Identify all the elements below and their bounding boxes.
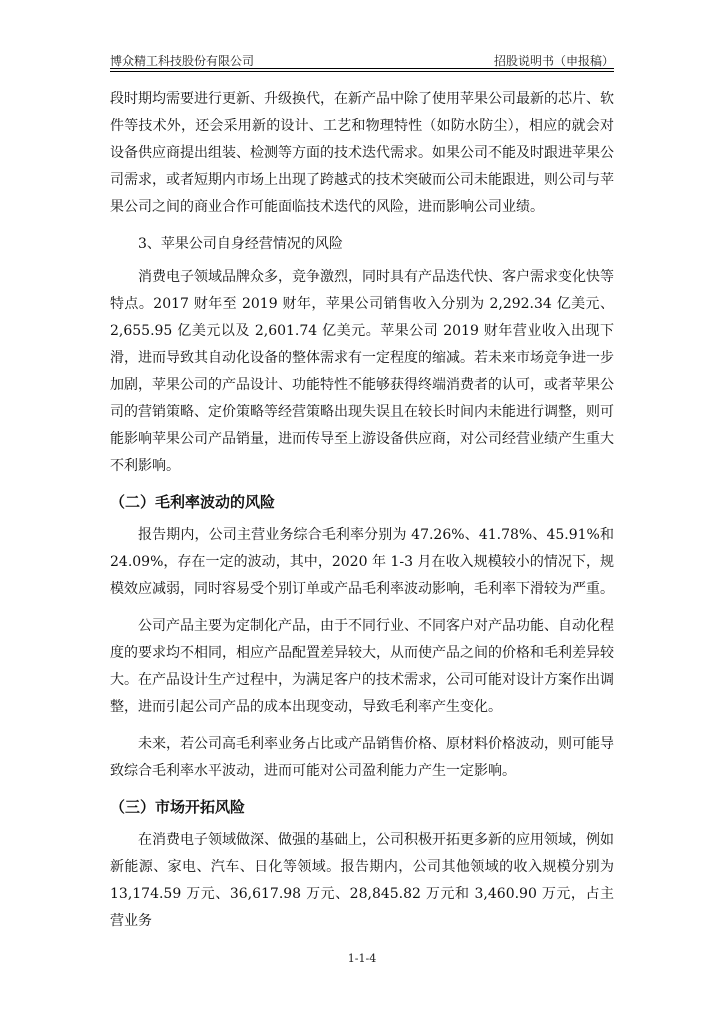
paragraph-custom-products: 公司产品主要为定制化产品，由于不同行业、不同客户对产品功能、自动化程度的要求均不相同，相应产品配置差异较大，从而使产品之间的价格和毛利差异较大。在产品设计生产过程中，为满足客户的技术需求，公司可能对设计方案作出调整，进而引起公司产品的成本出现变动，导致毛利率产生变化。: [110, 618, 614, 715]
document-body: [110, 86, 614, 935]
paragraph-market-expansion: 在消费电子领域做深、做强的基础上，公司积极开拓更多新的应用领域，例如新能源、家电、汽车、日化等领域。报告期内，公司其他领域的收入规模分别为 13,174.59 万元、36,617.98 万元、28,845.82 万元和 3,460.90 万元，占主营业务: [110, 832, 614, 929]
page-header: [110, 48, 614, 70]
paragraph-gross-margin: 报告期内，公司主营业务综合毛利率分别为 47.26%、41.78%、45.91%和24.09%，存在一定的波动，其中，2020 年 1-3 月在收入规模较小的情况下，规模效应减弱，同时容易受个别订单或产品毛利率波动影响，毛利率下滑较为严重。: [110, 527, 614, 597]
spacer: [110, 221, 614, 231]
section-title-market-expansion: （三）市场开拓风险: [110, 798, 246, 816]
paragraph-apple-operations: 消费电子领域品牌众多，竞争激烈，同时具有产品迭代快、客户需求变化快等特点。2017 财年至 2019 财年，苹果公司销售收入分别为 2,292.34 亿美元、2,655.95 亿美元以及 2,601.74 亿美元。苹果公司 2019 财年营业收入出现下滑，进而导致其自动化设备的整体需求有一定程度的缩减。若未来市场竞争进一步加剧，苹果公司的产品设计、功能特性不能够获得终端消费者的认可，或者苹果公司的营销策略、定价策略等经营策略出现失误且在较长时间内未能进行调整，则可能影响苹果公司产品销量，进而传导至上游设备供应商，对公司经营业绩产生重大不利影响。: [110, 269, 614, 474]
spacer: [110, 603, 614, 613]
header-company-name: 博众精工科技股份有限公司: [110, 54, 255, 68]
header-rule-thick: [110, 68, 614, 69]
paragraph-future-margin: 未来，若公司高毛利率业务占比或产品销售价格、原材料价格波动，则可能导致综合毛利率水平波动，进而可能对公司盈利能力产生一定影响。: [110, 736, 614, 779]
header-document-title: 招股说明书（申报稿）: [493, 54, 614, 68]
section-title-gross-margin: （二）毛利率波动的风险: [110, 493, 276, 511]
spacer: [110, 721, 614, 731]
paragraph-continued: 段时期均需要进行更新、升级换代，在新产品中除了使用苹果公司最新的芯片、软件等技术外，还会采用新的设计、工艺和物理特性（如防水防尘），相应的就会对设备供应商提出组装、检测等方面的技术迭代需求。如果公司不能及时跟进苹果公司需求，或者短期内市场上出现了跨越式的技术突破而公司未能跟进，则公司与苹果公司之间的商业合作可能面临技术迭代的风险，进而影响公司业绩。: [110, 91, 614, 215]
header-rule-thin: [110, 71, 614, 72]
subsection-title-apple-risk: 3、苹果公司自身经营情况的风险: [138, 236, 343, 252]
page-number: 1-1-4: [347, 952, 377, 965]
